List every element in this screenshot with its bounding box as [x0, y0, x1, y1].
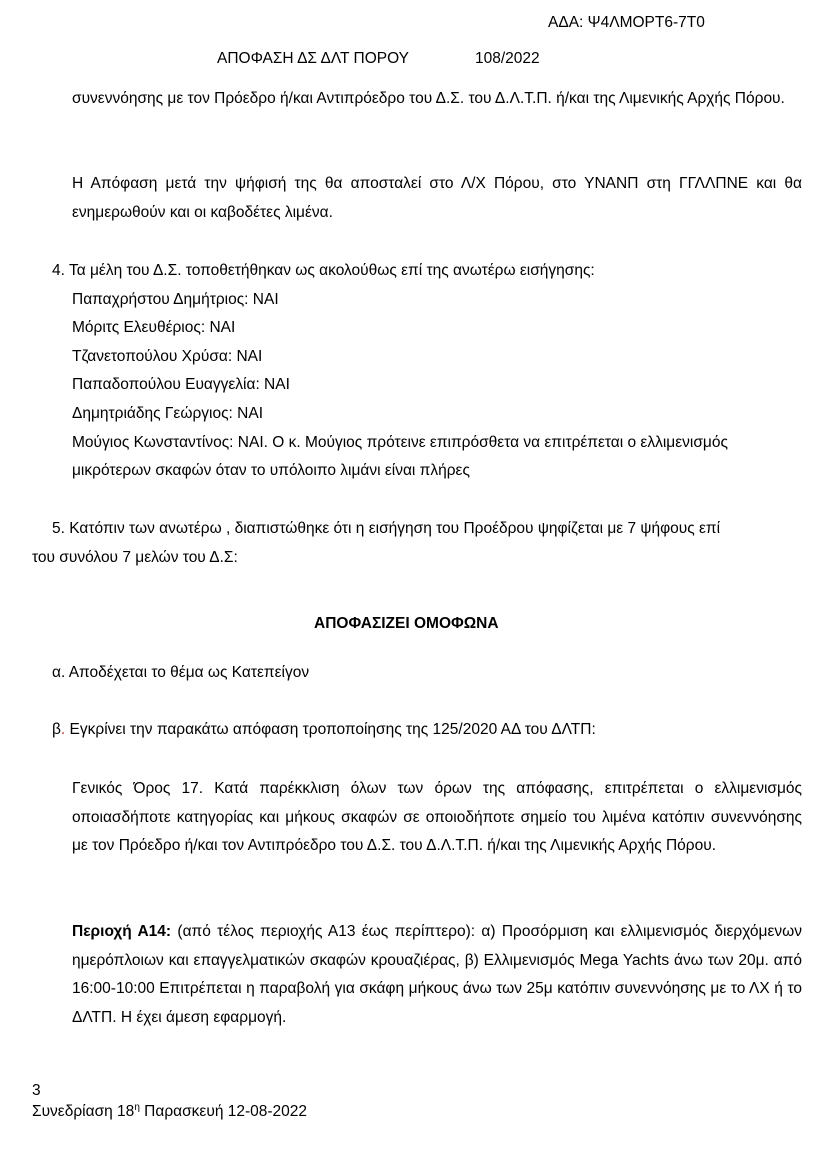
decides-heading: ΑΠΟΦΑΣΙΖΕΙ ΟΜΟΦΩΝΑ: [314, 615, 499, 632]
continuation-paragraph: συνεννόησης με τον Πρόεδρο ή/και Αντιπρόεδρο του Δ.Σ. του Δ.Λ.Τ.Π. ή/και της Λιμενικής Αρχής Πόρου.: [72, 90, 785, 107]
area-a14-text: (από τέλος περιοχής Α13 έως περίπτερο): α) Προσόρμιση και ελλιμενισμός διερχόμενων ημερόπλοιων και επαγγελματικών σκαφών κρουαζιέρας, β) Ελλιμενισμός Mega Yachts άνω των 20μ. από 16:00-10:00 Επιτρέπεται η παραβολή για σκάφη μήκους άνω των 25μ κατόπιν συνεννόησης με το ΛΧ ή το ΔΛΤΠ. Η έχει άμεση εφαρμογή.: [72, 923, 802, 1026]
page-number: 3: [32, 1082, 41, 1099]
decision-number: 108/2022: [475, 50, 540, 67]
member-vote-mougios: Μούγιος Κωνσταντίνος: ΝΑΙ. Ο κ. Μούγιος πρότεινε επιπρόσθετα να επιτρέπεται ο ελλιμενισμός: [72, 434, 728, 451]
session-prefix: Συνεδρίαση 18: [32, 1103, 135, 1120]
member-vote-mougios-cont: μικρότερων σκαφών όταν το υπόλοιπο λιμάνι είναι πλήρες: [72, 462, 470, 479]
beta-letter: β: [52, 721, 61, 738]
general-term-paragraph: Γενικός Όρος 17. Κατά παρέκκλιση όλων των όρων της απόφασης, επιτρέπεται ο ελλιμενισμός οποιασδήποτε κατηγορίας και μήκους σκαφών σε οποιοδήποτε σημείο του λιμένα κατόπιν συνεννόησης με τον Πρόεδρο ή/και τον Αντιπρόεδρο του Δ.Σ. του Δ.Λ.Τ.Π. ή/και της Λιμενικής Αρχής Πόρου.: [72, 780, 802, 854]
item-5-line1: 5. Κατόπιν των ανωτέρω , διαπιστώθηκε ότι η εισήγηση του Προέδρου ψηφίζεται με 7 ψήφους επί: [52, 520, 721, 537]
decision-beta: [52, 721, 596, 739]
document-title: ΑΠΟΦΑΣΗ ΔΣ ΔΛΤ ΠΟΡΟΥ: [217, 50, 409, 67]
decision-alpha: α. Αποδέχεται το θέμα ως Κατεπείγον: [52, 664, 310, 681]
member-vote: Παπαχρήστου Δημήτριος: ΝΑΙ: [72, 291, 279, 308]
ada-code: ΑΔΑ: Ψ4ΛΜΟΡΤ6-7Τ0: [548, 14, 705, 31]
session-footer: [32, 1102, 307, 1121]
beta-text: Εγκρίνει την παρακάτω απόφαση τροποποίησης της 125/2020 ΑΔ του ΔΛΤΠ:: [65, 721, 596, 738]
area-a14-paragraph: [72, 918, 802, 1032]
member-vote: Δημητριάδης Γεώργιος: ΝΑΙ: [72, 405, 263, 422]
item-5-line2: του συνόλου 7 μελών του Δ.Σ:: [32, 549, 238, 566]
member-vote: Παπαδοπούλου Ευαγγελία: ΝΑΙ: [72, 376, 290, 393]
member-vote: Τζανετοπούλου Χρύσα: ΝΑΙ: [72, 348, 263, 365]
session-date: Παρασκευή 12-08-2022: [139, 1103, 308, 1120]
item-4-intro: 4. Τα μέλη του Δ.Σ. τοποθετήθηκαν ως ακολούθως επί της ανωτέρω εισήγησης:: [52, 262, 595, 279]
area-a14-label: Περιοχή Α14:: [72, 923, 172, 940]
session-ordinal: η: [134, 1102, 140, 1113]
beta-dot: .: [60, 721, 66, 738]
decision-sent-paragraph: Η Απόφαση μετά την ψήφισή της θα αποσταλεί στο Λ/Χ Πόρου, στο ΥΝΑΝΠ στη ΓΓΛΛΠΝΕ και θα ενημερωθούν και οι καβοδέτες λιμένα.: [72, 175, 802, 221]
member-vote: Μόριτς Ελευθέριος: ΝΑΙ: [72, 319, 236, 336]
